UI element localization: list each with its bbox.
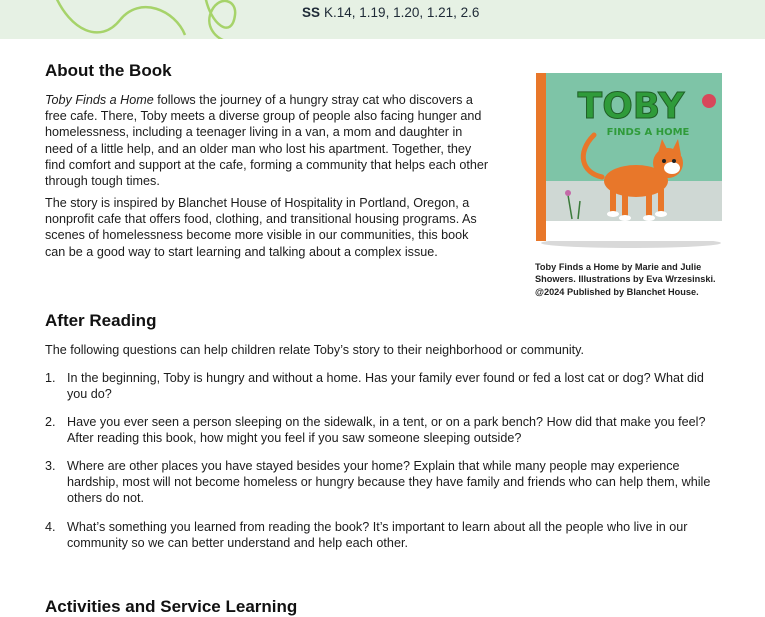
cover-title: TOBY [577, 86, 685, 127]
about-paragraph-1-text: follows the journey of a hungry stray cat who discovers a free cafe. There, Toby meets a diverse group of people also facing hunger and homelessness, including a teenager living in a van, a mom and daughter in need of a little help, and an older man who lost his apartment. Together, they find comfort and support at the cafe, forming a community that helps each other through tough times. [45, 93, 489, 189]
book-spine [536, 73, 546, 241]
book-cover-image [536, 73, 722, 249]
after-reading-heading: After Reading [45, 311, 157, 330]
question-text: What’s something you learned from reading the book? It’s important to learn about all the people who live in our community so we can better understand and help each other. [67, 520, 688, 551]
about-paragraph-2: The story is inspired by Blanchet House of Hospitality in Portland, Oregon, a nonprofit cafe that offers food, clothing, and transitional housing programs. As scenes of homelessness become more visible in our communities, this book can be a good way to start learning and talking about a complex issue. [45, 196, 477, 259]
book-caption: Toby Finds a Home by Marie and Julie Showers. Illustrations by Eva Wrzesinski. @2024 Published by Blanchet House. [535, 262, 716, 297]
award-badge [702, 94, 716, 108]
swirl-line-1 [55, 0, 185, 35]
after-reading-intro: The following questions can help children relate Toby’s story to their neighborhood or community. [45, 343, 585, 357]
about-heading: About the Book [45, 61, 172, 80]
standards-codes: K.14, 1.19, 1.20, 1.21, 2.6 [324, 5, 480, 20]
standards-line [302, 5, 479, 20]
question-text: Where are other places you have stayed besides your home? Explain that while many people may experience hardship, most will not become homeless or hungry because they have family and friends who can help them, while others do not. [67, 459, 711, 506]
book-bottom-strip [546, 221, 722, 241]
question-number: 4. [45, 520, 56, 534]
activities-heading: Activities and Service Learning [45, 597, 298, 616]
book-title-italic: Toby Finds a Home [45, 93, 154, 107]
standards-label: SS [302, 5, 321, 20]
question-text: Have you ever seen a person sleeping on the sidewalk, in a tent, or on a park bench? How did that make you feel? After reading this book, how might you feel if you saw someone sleeping outside? [67, 415, 706, 446]
question-number: 2. [45, 415, 56, 429]
about-paragraph-1 [45, 92, 493, 189]
question-number: 3. [45, 459, 56, 473]
cover-subtitle: FINDS A HOME [606, 127, 690, 138]
header-band [0, 0, 765, 39]
question-number: 1. [45, 371, 56, 385]
question-text: In the beginning, Toby is hungry and without a home. Has your family ever found or fed a lost cat or dog? What did you do? [67, 371, 704, 402]
swirl-line-2 [205, 0, 235, 39]
